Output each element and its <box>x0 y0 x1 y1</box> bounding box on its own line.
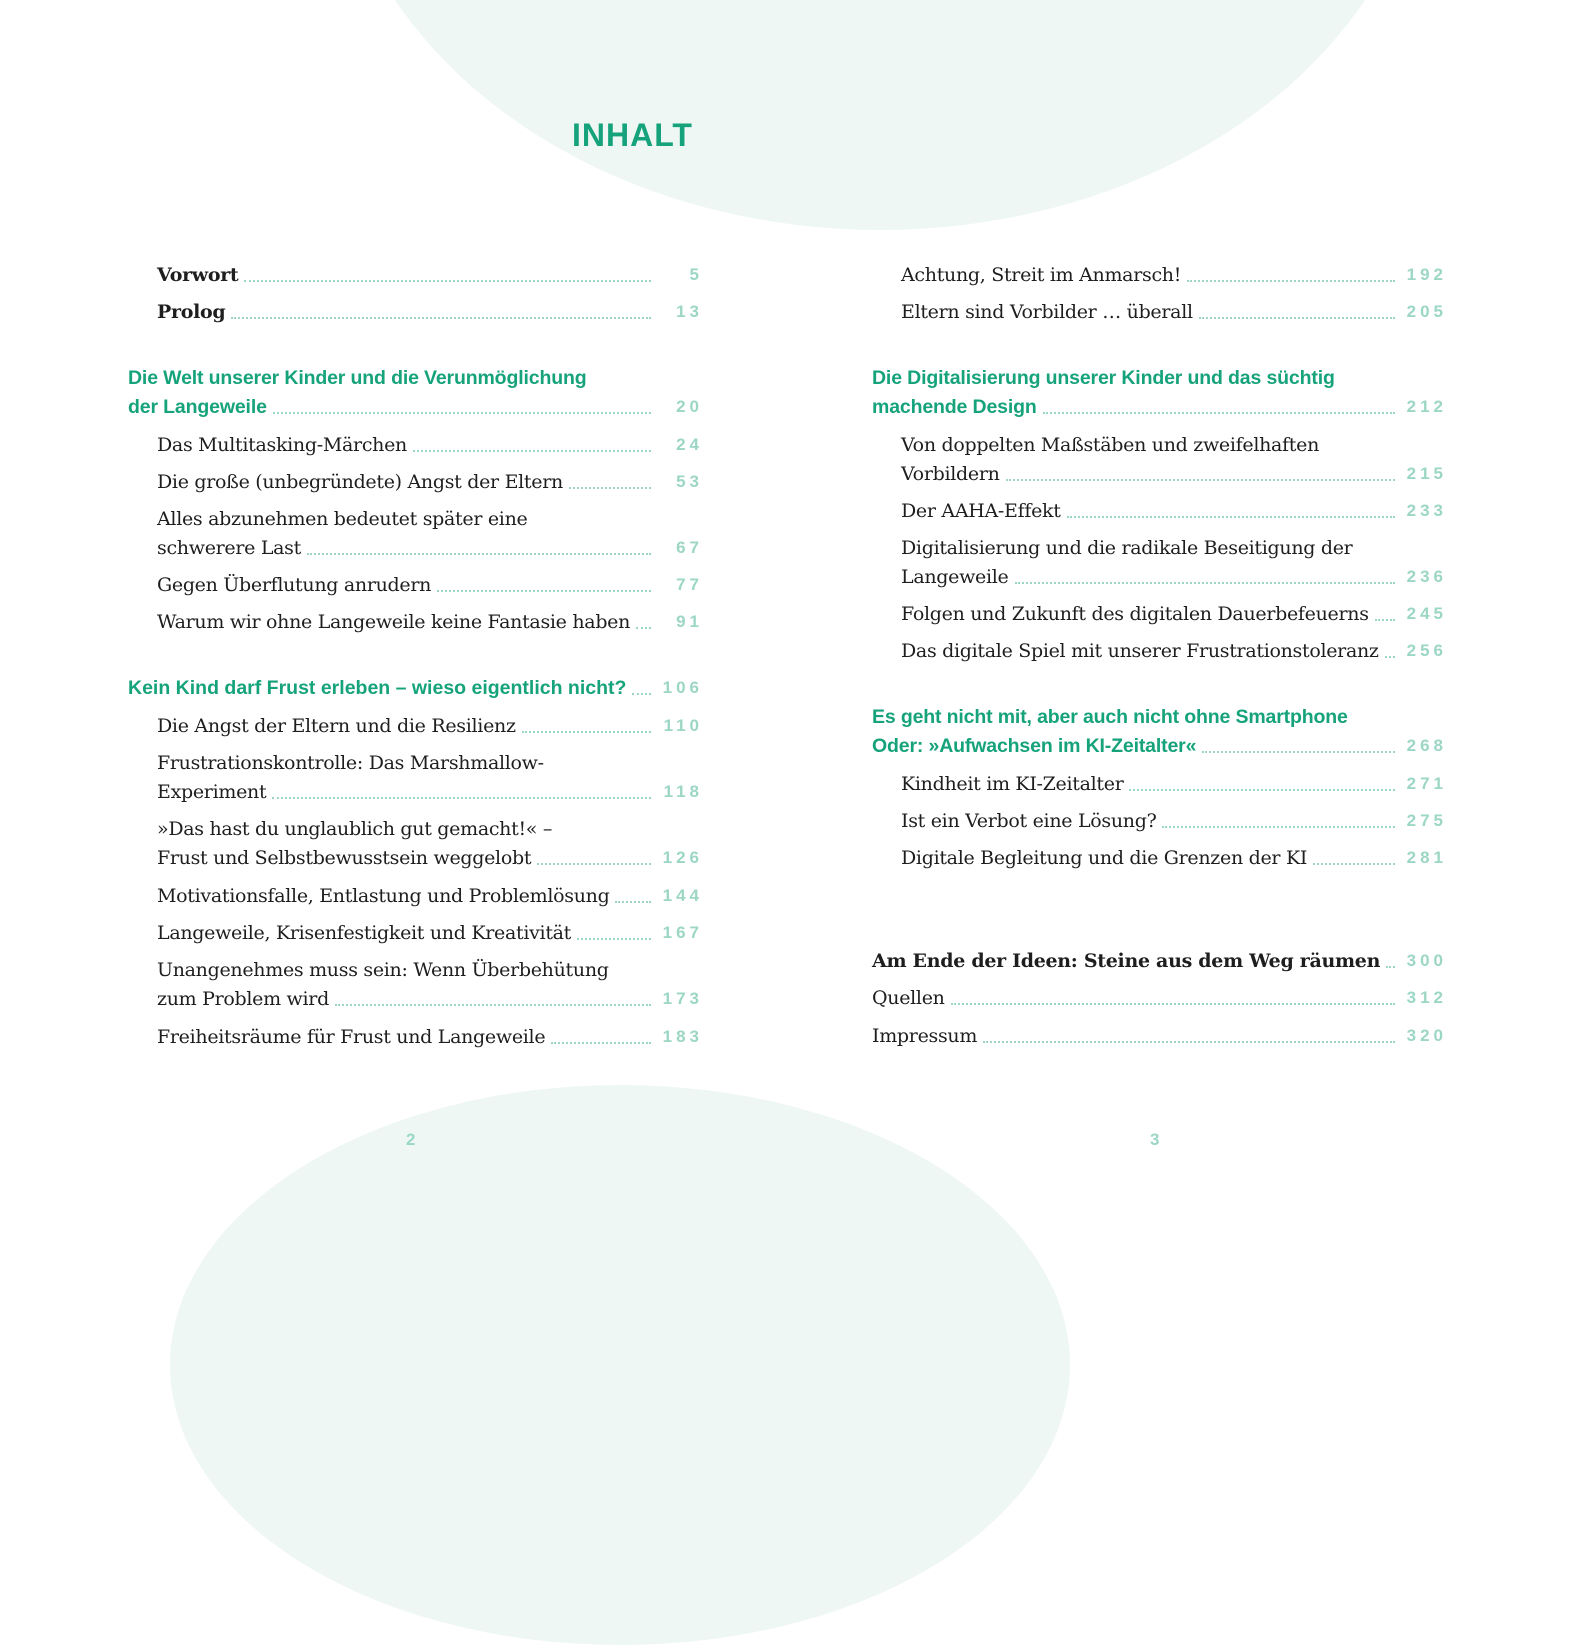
dot-leader <box>437 590 651 592</box>
page-number: 281 <box>1406 848 1447 867</box>
page-number: 215 <box>1406 464 1447 483</box>
toc-entry-sources[interactable] <box>872 980 1447 1009</box>
page-number: 205 <box>1406 302 1447 321</box>
entry-title: Warum wir ohne Langeweile keine Fantasie haben <box>157 611 631 633</box>
toc-entry[interactable] <box>157 464 703 493</box>
entry-title: Kindheit im KI-Zeitalter <box>901 773 1124 795</box>
entry-title-line-1: Digitalisierung und die radikale Beseitigung der <box>901 537 1353 559</box>
dot-leader <box>1043 412 1395 414</box>
toc-entry[interactable] <box>157 708 703 737</box>
entry-title-line-1: Frustrationskontrolle: Das Marshmallow- <box>157 752 544 774</box>
toc-entry-imprint[interactable] <box>872 1018 1447 1047</box>
page-number: 118 <box>663 782 703 801</box>
entry-title: Digitale Begleitung und die Grenzen der KI <box>901 847 1308 869</box>
toc-chapter-2[interactable] <box>128 670 703 699</box>
dot-leader <box>1202 751 1395 753</box>
chapter-title-line-2: Oder: »Aufwachsen im KI-Zeitalter« <box>872 735 1197 757</box>
toc-entry[interactable] <box>901 840 1447 869</box>
page-number: 212 <box>1406 397 1447 416</box>
page-number: 320 <box>1406 1026 1447 1045</box>
toc-chapter-3[interactable] <box>872 360 1447 418</box>
toc-entry[interactable] <box>901 596 1447 625</box>
page-number: 13 <box>676 302 703 321</box>
dot-leader <box>569 487 651 489</box>
page-number: 167 <box>662 923 703 942</box>
toc-entry[interactable] <box>157 952 703 1010</box>
right-page-number: 3 <box>1150 1130 1160 1149</box>
toc-entry[interactable] <box>901 294 1447 323</box>
dot-leader <box>636 627 651 629</box>
dot-leader <box>1187 280 1395 282</box>
dot-leader <box>1162 826 1395 828</box>
entry-title: Die große (unbegründete) Angst der Eltern <box>157 471 563 493</box>
toc-entry[interactable] <box>901 530 1447 588</box>
entry-title: Eltern sind Vorbilder … überall <box>901 301 1193 323</box>
dot-leader <box>632 693 651 695</box>
chapter-title-line-1: Die Welt unserer Kinder und die Verunmöglichung <box>128 367 587 389</box>
toc-entry[interactable] <box>157 501 703 559</box>
dot-leader <box>307 553 651 555</box>
page-number: 236 <box>1406 567 1447 586</box>
dot-leader <box>273 412 651 414</box>
entry-title: Impressum <box>872 1025 978 1047</box>
page-number: 20 <box>676 397 703 416</box>
chapter-title-line-1: Es geht nicht mit, aber auch nicht ohne Smartphone <box>872 706 1348 728</box>
page-number: 24 <box>676 435 703 454</box>
entry-title-line-1: Alles abzunehmen bedeutet später eine <box>157 508 528 530</box>
page-number: 144 <box>662 886 703 905</box>
page-number: 275 <box>1406 811 1447 830</box>
page-number: 106 <box>662 678 703 697</box>
dot-leader <box>1015 582 1396 584</box>
toc-entry[interactable] <box>901 803 1447 832</box>
page-number: 126 <box>662 848 703 867</box>
entry-title-line-2: Langeweile <box>901 566 1009 588</box>
decorative-circle-top <box>330 0 1430 230</box>
toc-entry[interactable] <box>157 1019 703 1048</box>
dot-leader <box>335 1004 651 1006</box>
page-number: 5 <box>689 265 703 284</box>
left-page-number: 2 <box>406 1130 416 1149</box>
toc-entry[interactable] <box>901 766 1447 795</box>
entry-title: Motivationsfalle, Entlastung und Problemlösung <box>157 885 610 907</box>
entry-title-line-2: schwerere Last <box>157 537 301 559</box>
chapter-title-line-2: machende Design <box>872 396 1037 418</box>
entry-title-line-2: Frust und Selbstbewusstsein weggelobt <box>157 847 532 869</box>
entry-title: Folgen und Zukunft des digitalen Dauerbefeuerns <box>901 603 1369 625</box>
toc-entry[interactable] <box>157 915 703 944</box>
toc-chapter-4[interactable] <box>872 699 1447 757</box>
dot-leader <box>1199 317 1395 319</box>
toc-entry[interactable] <box>157 567 703 596</box>
toc-entry[interactable] <box>901 493 1447 522</box>
entry-title-line-2: Vorbildern <box>901 463 1000 485</box>
toc-entry-epilogue[interactable] <box>872 943 1447 972</box>
entry-title: Achtung, Streit im Anmarsch! <box>901 264 1182 286</box>
contents-heading: INHALT <box>572 117 693 153</box>
dot-leader <box>272 797 651 799</box>
toc-entry[interactable] <box>157 878 703 907</box>
entry-title: Das Multitasking-Märchen <box>157 434 407 456</box>
dot-leader <box>1067 516 1395 518</box>
page-number: 183 <box>662 1027 703 1046</box>
chapter-title-line-1: Die Digitalisierung unserer Kinder und das süchtig <box>872 367 1335 389</box>
dot-leader <box>1313 863 1395 865</box>
page-number: 91 <box>676 612 703 631</box>
dot-leader <box>1386 966 1395 968</box>
toc-entry[interactable] <box>157 427 703 456</box>
dot-leader <box>231 317 651 319</box>
page-number: 312 <box>1406 988 1447 1007</box>
dot-leader <box>522 731 651 733</box>
entry-title-line-1: Unangenehmes muss sein: Wenn Überbehütung <box>157 959 609 981</box>
entry-title-line-1: »Das hast du unglaublich gut gemacht!« – <box>157 818 553 840</box>
entry-title: Quellen <box>872 987 945 1009</box>
page-number: 110 <box>663 716 703 735</box>
toc-entry[interactable] <box>901 633 1447 662</box>
entry-title-line-2: zum Problem wird <box>157 988 329 1010</box>
dot-leader <box>577 938 651 940</box>
entry-title: Der AAHA-Effekt <box>901 500 1061 522</box>
toc-entry[interactable] <box>901 257 1447 286</box>
dot-leader <box>983 1041 1395 1043</box>
toc-entry[interactable] <box>157 604 703 633</box>
dot-leader <box>244 280 651 282</box>
toc-entry-prolog[interactable] <box>157 294 703 323</box>
page-number: 53 <box>676 472 703 491</box>
dot-leader <box>1129 789 1395 791</box>
entry-title: Prolog <box>157 301 226 323</box>
decorative-circle-bottom <box>170 1085 1070 1645</box>
page-number: 268 <box>1406 736 1447 755</box>
entry-title: Gegen Überflutung anrudern <box>157 574 432 596</box>
entry-title: Am Ende der Ideen: Steine aus dem Weg räumen <box>872 950 1381 972</box>
entry-title-line-2: Experiment <box>157 781 267 803</box>
dot-leader <box>1375 619 1395 621</box>
dot-leader <box>537 863 651 865</box>
dot-leader <box>615 901 651 903</box>
page-number: 245 <box>1406 604 1447 623</box>
toc-chapter-1[interactable] <box>128 360 703 418</box>
page-number: 173 <box>662 989 703 1008</box>
entry-title: Langeweile, Krisenfestigkeit und Kreativität <box>157 922 572 944</box>
toc-entry[interactable] <box>157 745 703 803</box>
chapter-title-line-2: der Langeweile <box>128 396 267 418</box>
page-number: 233 <box>1406 501 1447 520</box>
toc-entry[interactable] <box>157 811 703 869</box>
entry-title-line-1: Von doppelten Maßstäben und zweifelhaften <box>901 434 1320 456</box>
dot-leader <box>551 1042 651 1044</box>
dot-leader <box>413 450 651 452</box>
page-number: 271 <box>1406 774 1447 793</box>
entry-title: Die Angst der Eltern und die Resilienz <box>157 715 516 737</box>
dot-leader <box>951 1003 1395 1005</box>
entry-title: Ist ein Verbot eine Lösung? <box>901 810 1157 832</box>
dot-leader <box>1006 479 1395 481</box>
toc-entry-vorwort[interactable] <box>157 257 703 286</box>
page-number: 77 <box>676 575 703 594</box>
page-number: 67 <box>676 538 703 557</box>
entry-title: Vorwort <box>157 264 239 286</box>
dot-leader <box>1385 656 1395 658</box>
page-number: 256 <box>1406 641 1447 660</box>
entry-title: Freiheitsräume für Frust und Langeweile <box>157 1026 546 1048</box>
page-number: 192 <box>1406 265 1447 284</box>
toc-entry[interactable] <box>901 427 1447 485</box>
entry-title: Das digitale Spiel mit unserer Frustrationstoleranz <box>901 640 1379 662</box>
page-number: 300 <box>1406 951 1447 970</box>
chapter-title: Kein Kind darf Frust erleben – wieso eigentlich nicht? <box>128 677 627 699</box>
